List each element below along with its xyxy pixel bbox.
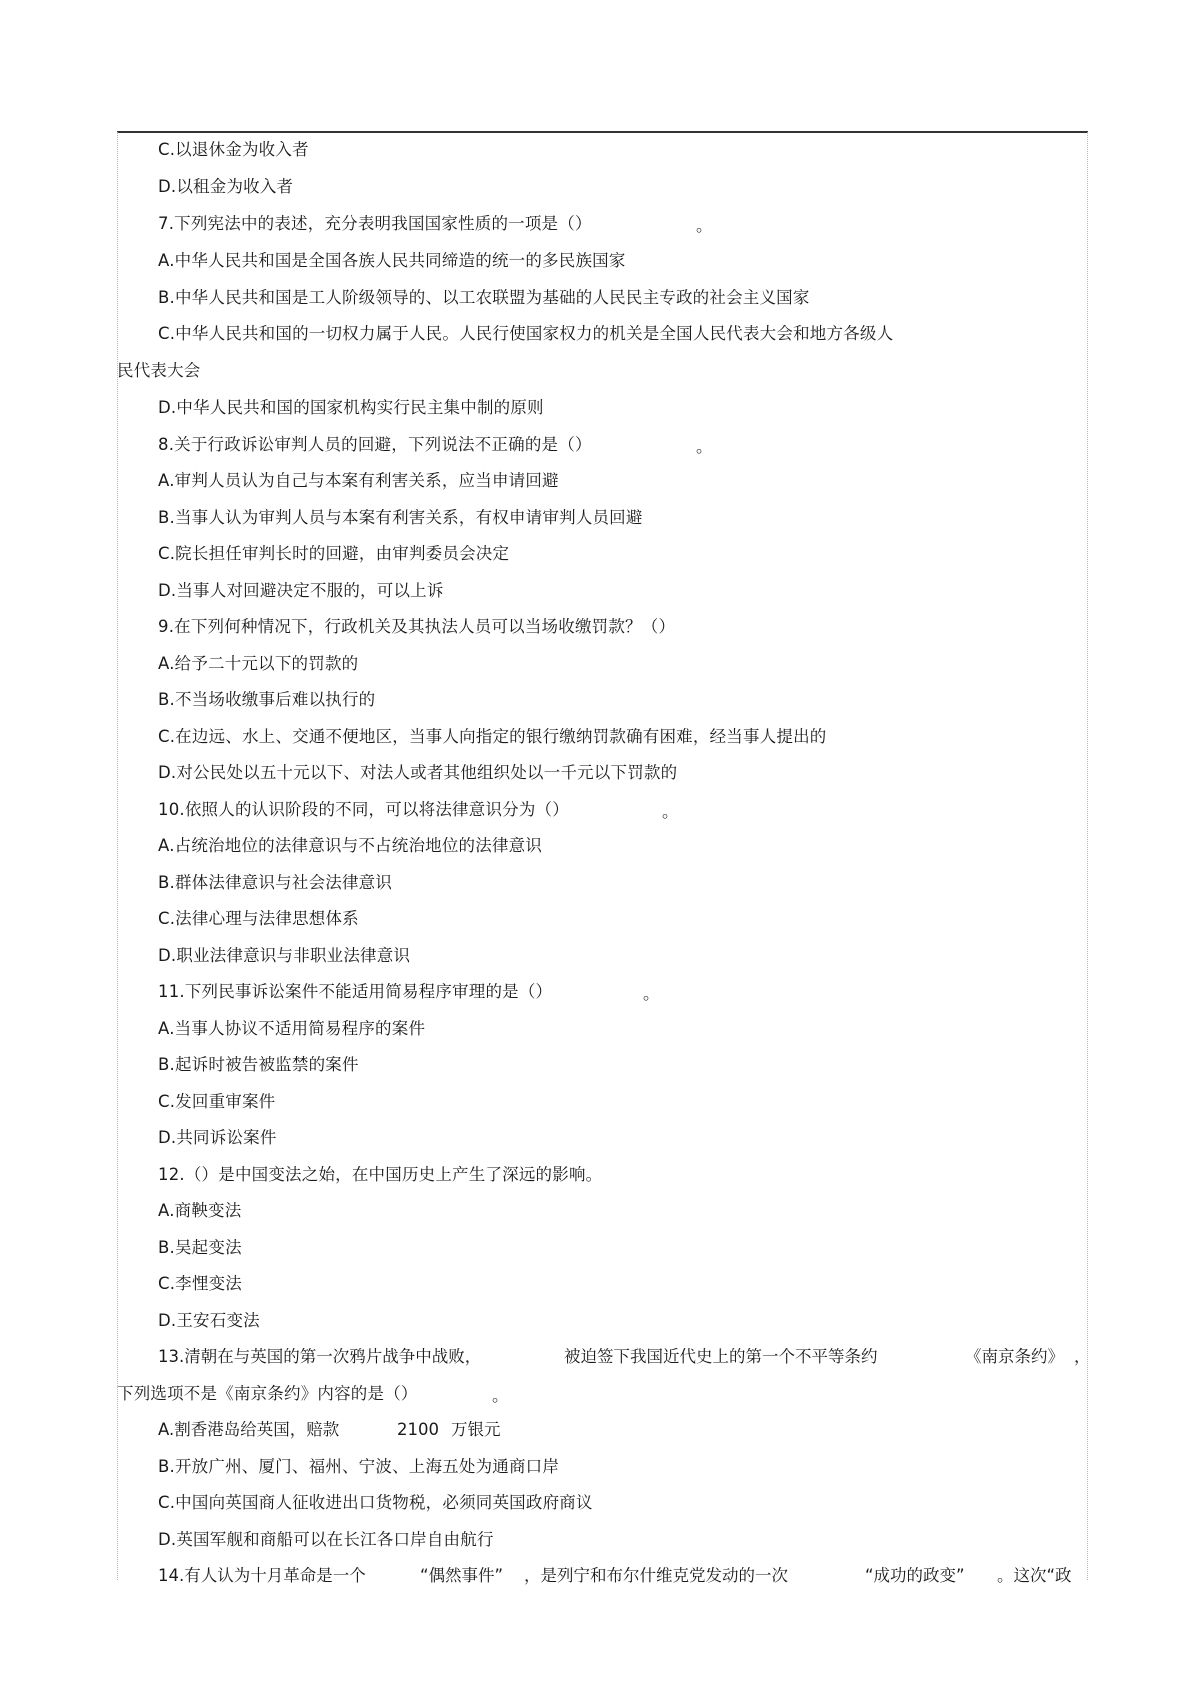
- question-13-treaty: 《南京条约》: [965, 1347, 1064, 1366]
- option-d-q6: D.以租金为收入者: [158, 177, 294, 196]
- option-c-q12: C.李悝变法: [158, 1274, 242, 1293]
- question-13-part1: 13.清朝在与英国的第一次鸦片战争中战败，: [158, 1347, 482, 1366]
- option-d-q11: D.共同诉讼案件: [158, 1128, 277, 1147]
- option-a-q8: A.审判人员认为自己与本案有利害关系，应当申请回避: [158, 471, 559, 490]
- question-11-period: 。: [643, 984, 660, 1003]
- option-c-q9: C.在边远、水上、交通不便地区，当事人向指定的银行缴纳罚款确有困难，经当事人提出的: [158, 727, 827, 746]
- left-margin-rule: [117, 132, 118, 1580]
- question-13-cont: 下列选项不是《南京条约》内容的是（）: [117, 1384, 418, 1403]
- option-a-q9: A.给予二十元以下的罚款的: [158, 654, 359, 673]
- question-7-period: 。: [696, 216, 713, 235]
- question-8-period: 。: [696, 437, 713, 456]
- option-d-q10: D.职业法律意识与非职业法律意识: [158, 946, 411, 965]
- question-10: 10.依照人的认识阶段的不同，可以将法律意识分为（）: [158, 800, 569, 819]
- option-a-q12: A.商鞅变法: [158, 1201, 242, 1220]
- option-b-q7: B.中华人民共和国是工人阶级领导的、以工农联盟为基础的人民民主专政的社会主义国家: [158, 288, 810, 307]
- question-7: 7.下列宪法中的表述，充分表明我国国家性质的一项是（）: [158, 214, 592, 233]
- option-c-q7-cont: 民代表大会: [117, 361, 201, 380]
- question-14-quote2: “成功的政变”: [865, 1566, 965, 1585]
- option-d-q13: D.英国军舰和商船可以在长江各口岸自由航行: [158, 1530, 494, 1549]
- question-11: 11.下列民事诉讼案件不能适用简易程序审理的是（）: [158, 982, 553, 1001]
- question-14-part1: 14.有人认为十月革命是一个: [158, 1566, 366, 1585]
- option-a-q10: A.占统治地位的法律意识与不占统治地位的法律意识: [158, 836, 543, 855]
- option-a-q13-amount: 2100: [397, 1420, 439, 1439]
- option-c-q8: C.院长担任审判长时的回避，由审判委员会决定: [158, 544, 510, 563]
- option-c-q13: C.中国向英国商人征收进出口货物税，必须同英国政府商议: [158, 1493, 593, 1512]
- question-8: 8.关于行政诉讼审判人员的回避，下列说法不正确的是（）: [158, 435, 592, 454]
- question-13-part2: 被迫签下我国近代史上的第一个不平等条约: [564, 1347, 878, 1366]
- option-c-q7: C.中华人民共和国的一切权力属于人民。人民行使国家权力的机关是全国人民代表大会和地方各级人: [158, 324, 894, 343]
- option-b-q10: B.群体法律意识与社会法律意识: [158, 873, 393, 892]
- question-12: 12.（）是中国变法之始，在中国历史上产生了深远的影响。: [158, 1165, 603, 1184]
- option-a-q7: A.中华人民共和国是全国各族人民共同缔造的统一的多民族国家: [158, 251, 626, 270]
- option-a-q13-unit: 万银元: [451, 1420, 501, 1439]
- option-b-q13: B.开放广州、厦门、福州、宁波、上海五处为通商口岸: [158, 1457, 560, 1476]
- option-c-q10: C.法律心理与法律思想体系: [158, 909, 359, 928]
- option-a-q13-part1: A.割香港岛给英国，赔款: [158, 1420, 340, 1439]
- question-9: 9.在下列何种情况下，行政机关及其执法人员可以当场收缴罚款？（）: [158, 617, 676, 636]
- option-b-q9: B.不当场收缴事后难以执行的: [158, 690, 376, 709]
- option-d-q8: D.当事人对回避决定不服的，可以上诉: [158, 581, 444, 600]
- question-13-period: 。: [492, 1386, 509, 1405]
- header-rule: [117, 131, 1088, 133]
- option-d-q9: D.对公民处以五十元以下、对法人或者其他组织处以一千元以下罚款的: [158, 763, 678, 782]
- option-a-q11: A.当事人协议不适用简易程序的案件: [158, 1019, 426, 1038]
- question-10-period: 。: [662, 802, 679, 821]
- option-b-q12: B.吴起变法: [158, 1238, 242, 1257]
- question-14-part3: 。这次“政: [997, 1566, 1072, 1585]
- question-13-comma: ，: [1074, 1347, 1091, 1366]
- option-c-q11: C.发回重审案件: [158, 1092, 276, 1111]
- question-14-quote1: “偶然事件”: [420, 1566, 504, 1585]
- option-c-q6: C.以退休金为收入者: [158, 140, 309, 159]
- option-b-q11: B.起诉时被告被监禁的案件: [158, 1055, 359, 1074]
- option-d-q12: D.王安石变法: [158, 1311, 260, 1330]
- option-d-q7: D.中华人民共和国的国家机构实行民主集中制的原则: [158, 398, 544, 417]
- question-14-part2: ，是列宁和布尔什维克党发动的一次: [524, 1566, 788, 1585]
- option-b-q8: B.当事人认为审判人员与本案有利害关系，有权申请审判人员回避: [158, 508, 643, 527]
